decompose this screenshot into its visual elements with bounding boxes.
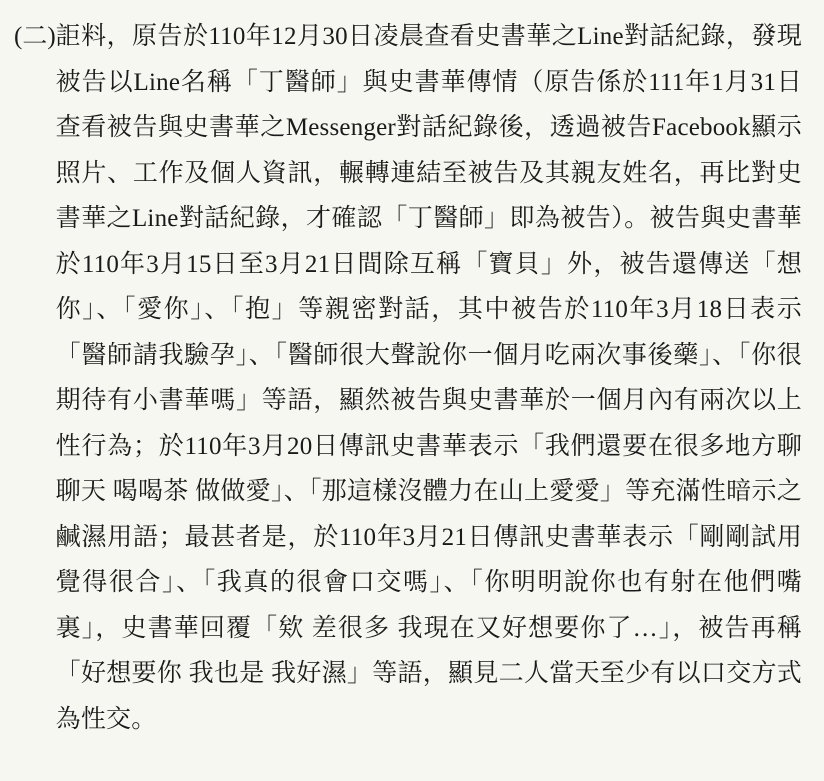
paragraph-marker: (二)	[14, 23, 56, 50]
paragraph-text: 詎料，原告於110年12月30日凌晨查看史書華之Line對話紀錄，發現被告以Line名稱「丁醫師」與史書華傳情（原告係於111年1月31日查看被告與史書華之Messenger對話紀錄後，透過被告Facebook顯示照片、工作及個人資訊，輾轉連結至被告及其親友姓名，再比對史書華之Line對話紀錄，才確認「丁醫師」即為被告）。被告與史書華於110年3月15日至3月21日間除互稱「寶貝」外，被告還傳送「想你」、「愛你」、「抱」等親密對話，其中被告於110年3月18日表示「醫師請我驗孕」、「醫師很大聲說你一個月吃兩次事後藥」、「你很期待有小書華嗎」等語，顯然被告與史書華於一個月內有兩次以上性行為；於110年3月20日傳訊史書華表示「我們還要在很多地方聊聊天 喝喝茶 做做愛」、「那這樣沒體力在山上愛愛」等充滿性暗示之鹹濕用語；最甚者是，於110年3月21日傳訊史書華表示「剛剛試用覺得很合」、「我真的很會口交嗎」、「你明明說你也有射在他們嘴裏」，史書華回覆「欸 差很多 我現在又好想要你了…」，被告再稱「好想要你 我也是 我好濕」等語，顯見二人當天至少有以口交方式為性交。	[55, 23, 802, 733]
paragraph-block	[14, 14, 802, 742]
